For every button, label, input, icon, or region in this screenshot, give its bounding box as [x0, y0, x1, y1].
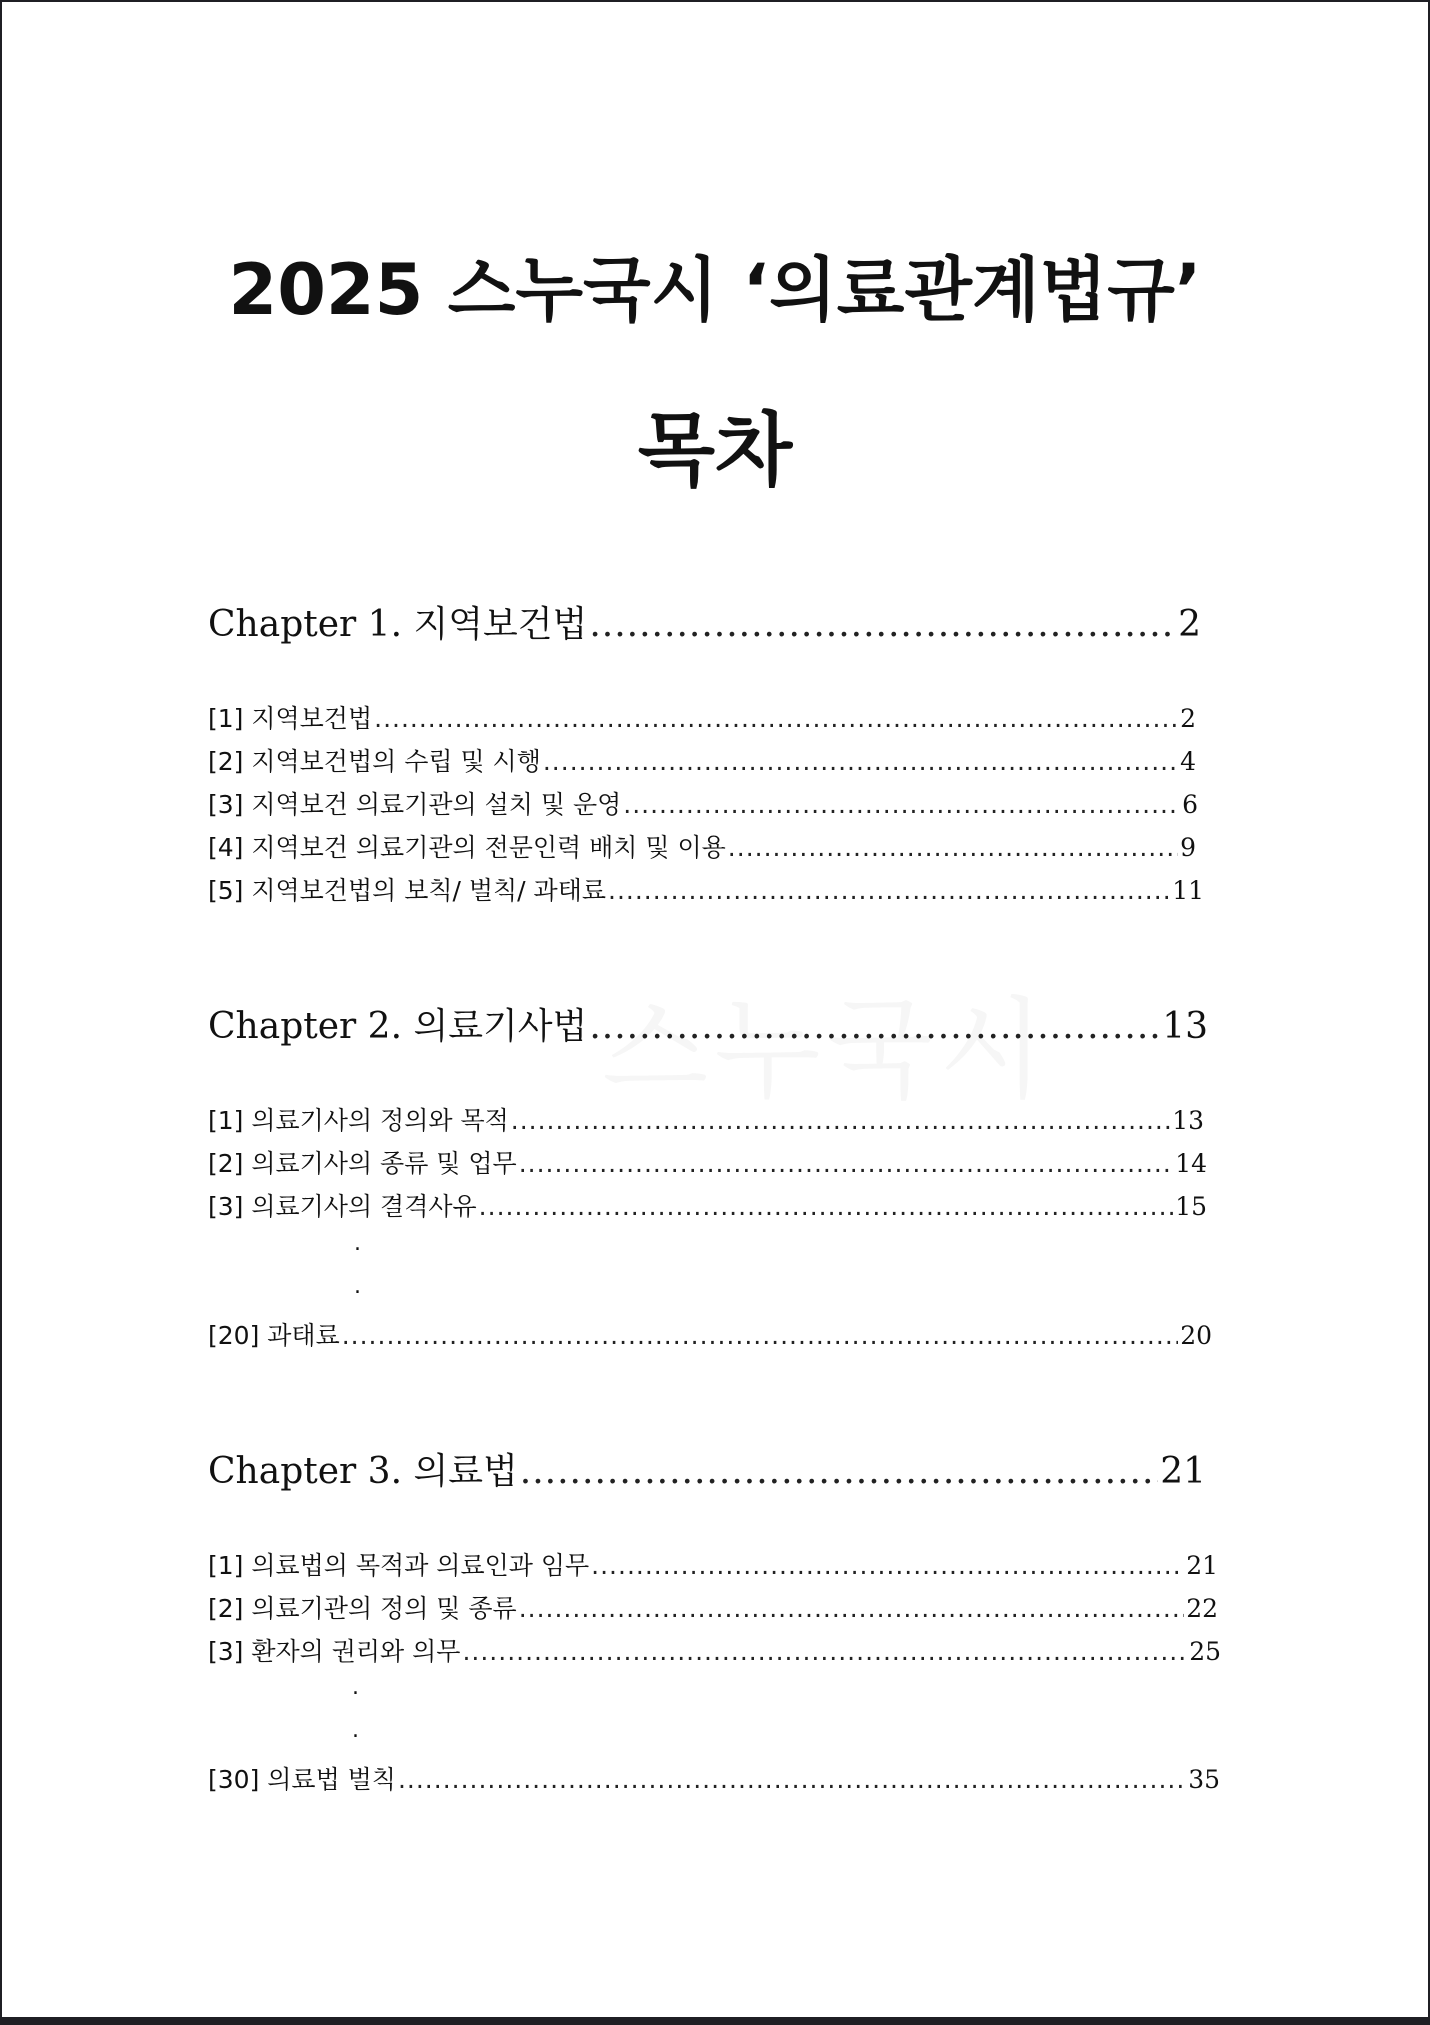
- dot-leader: [608, 876, 1170, 905]
- toc-entry[interactable]: [208, 1760, 1220, 1796]
- chapter-page-number: 2: [1178, 604, 1201, 645]
- entry-page-number: 6: [1182, 790, 1198, 819]
- dot-leader: [511, 1106, 1170, 1135]
- dot-leader: [479, 1192, 1174, 1221]
- entry-label: [2] 지역보건법의 수립 및 시행: [208, 747, 541, 776]
- entry-label: [5] 지역보건법의 보칙/ 벌칙/ 과태료: [208, 876, 606, 905]
- entry-label: [1] 의료기사의 정의와 목적: [208, 1106, 509, 1135]
- dot-leader: [543, 747, 1178, 776]
- chapter-heading: Chapter 2. 의료기사법: [208, 1006, 588, 1047]
- entry-label: [1] 지역보건법: [208, 704, 373, 733]
- entry-page-number: 11: [1172, 876, 1204, 905]
- toc-chapter-1[interactable]: [208, 596, 1201, 647]
- ellipsis-dot: .: [354, 1274, 361, 1299]
- toc-entry[interactable]: [208, 1589, 1218, 1625]
- entry-page-number: 35: [1188, 1765, 1220, 1794]
- ellipsis-dot: .: [354, 1231, 361, 1256]
- entry-page-number: 15: [1175, 1192, 1207, 1221]
- toc-entry[interactable]: [208, 871, 1204, 907]
- entry-label: [30] 의료법 벌칙: [208, 1765, 396, 1794]
- entry-label: [3] 의료기사의 결격사유: [208, 1192, 477, 1221]
- dot-leader: [589, 1006, 1160, 1047]
- dot-leader: [728, 833, 1178, 862]
- document-title: 2025 스누국시 ‘의료관계법규’: [228, 249, 1202, 331]
- toc-chapter-3[interactable]: [208, 1443, 1206, 1494]
- toc-entry[interactable]: [208, 828, 1196, 864]
- toc-chapter-2[interactable]: [208, 998, 1208, 1049]
- toc-entry[interactable]: [208, 1101, 1204, 1137]
- document-subtitle: 목차: [637, 404, 793, 497]
- dot-leader: [623, 790, 1180, 819]
- entry-page-number: 2: [1180, 704, 1196, 733]
- toc-entry[interactable]: [208, 1546, 1218, 1582]
- chapter-page-number: 21: [1160, 1451, 1206, 1492]
- dot-leader: [520, 1451, 1158, 1492]
- entry-label: [2] 의료기사의 종류 및 업무: [208, 1149, 517, 1178]
- chapter-page-number: 13: [1162, 1006, 1208, 1047]
- toc-entry[interactable]: [208, 1187, 1207, 1223]
- entry-label: [3] 환자의 권리와 의무: [208, 1637, 461, 1666]
- dot-leader: [462, 1637, 1187, 1666]
- entry-label: [20] 과태료: [208, 1321, 340, 1350]
- ellipsis-dot: .: [352, 1718, 359, 1743]
- dot-leader: [589, 604, 1176, 645]
- entry-label: [4] 지역보건 의료기관의 전문인력 배치 및 이용: [208, 833, 726, 862]
- toc-entry[interactable]: [208, 1632, 1221, 1668]
- chapter-heading: Chapter 1. 지역보건법: [208, 604, 588, 645]
- dot-leader: [374, 704, 1178, 733]
- entry-label: [1] 의료법의 목적과 의료인과 임무: [208, 1551, 590, 1580]
- document-page: [2, 2, 1428, 2017]
- dot-leader: [519, 1149, 1173, 1178]
- entry-page-number: 22: [1186, 1594, 1218, 1623]
- toc-entry[interactable]: [208, 699, 1196, 735]
- toc-entry[interactable]: [208, 742, 1196, 778]
- toc-entry[interactable]: [208, 785, 1198, 821]
- ellipsis-dot: .: [352, 1675, 359, 1700]
- dot-leader: [342, 1321, 1178, 1350]
- toc-entry[interactable]: [208, 1144, 1207, 1180]
- entry-page-number: 20: [1180, 1321, 1212, 1350]
- entry-page-number: 21: [1186, 1551, 1218, 1580]
- dot-leader: [519, 1594, 1184, 1623]
- toc-entry[interactable]: [208, 1316, 1212, 1352]
- dot-leader: [591, 1551, 1184, 1580]
- entry-page-number: 9: [1180, 833, 1196, 862]
- entry-page-number: 4: [1180, 747, 1196, 776]
- entry-page-number: 14: [1175, 1149, 1207, 1178]
- dot-leader: [398, 1765, 1186, 1794]
- entry-page-number: 25: [1189, 1637, 1221, 1666]
- watermark: 스누국시: [602, 986, 1052, 1114]
- entry-label: [2] 의료기관의 정의 및 종류: [208, 1594, 517, 1623]
- entry-label: [3] 지역보건 의료기관의 설치 및 운영: [208, 790, 622, 819]
- entry-page-number: 13: [1172, 1106, 1204, 1135]
- chapter-heading: Chapter 3. 의료법: [208, 1451, 518, 1492]
